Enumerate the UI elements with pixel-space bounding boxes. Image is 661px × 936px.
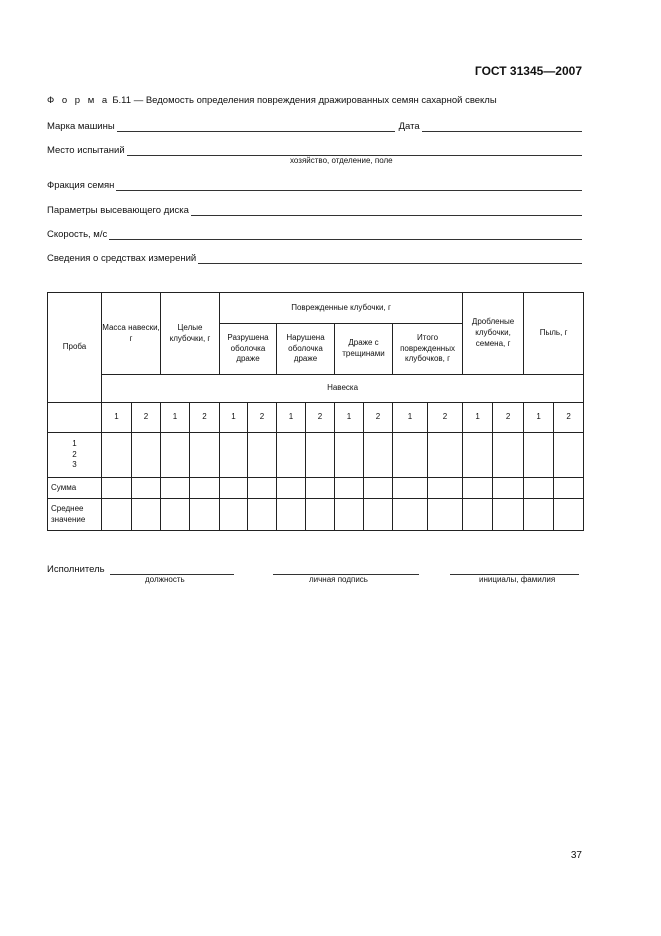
executor-label: Исполнитель bbox=[47, 564, 105, 575]
data-cell[interactable] bbox=[463, 478, 493, 499]
data-cell[interactable] bbox=[335, 499, 364, 531]
data-cell[interactable] bbox=[102, 499, 132, 531]
test-place-line[interactable] bbox=[127, 145, 582, 156]
sub-num: 2 bbox=[364, 403, 393, 433]
sub-num: 2 bbox=[554, 403, 584, 433]
data-cell[interactable] bbox=[102, 478, 132, 499]
data-cell[interactable] bbox=[493, 433, 524, 478]
sub-num: 1 bbox=[393, 403, 428, 433]
sample-number: 3 bbox=[72, 460, 77, 470]
data-cell[interactable] bbox=[463, 499, 493, 531]
data-cell[interactable] bbox=[524, 499, 554, 531]
test-place-hint: хозяйство, отделение, поле bbox=[290, 156, 393, 165]
field-disk-params bbox=[47, 202, 582, 216]
instruments-line[interactable] bbox=[198, 253, 582, 264]
data-cell[interactable] bbox=[428, 478, 463, 499]
data-cell[interactable] bbox=[132, 478, 161, 499]
field-seed-fraction bbox=[47, 177, 582, 191]
field-machine-brand bbox=[47, 118, 582, 132]
speed-line[interactable] bbox=[109, 229, 582, 240]
data-cell[interactable] bbox=[335, 478, 364, 499]
data-cell[interactable] bbox=[190, 499, 220, 531]
sub-num: 2 bbox=[493, 403, 524, 433]
data-cell[interactable] bbox=[220, 478, 248, 499]
table-row-sum bbox=[48, 478, 584, 499]
sub-num: 1 bbox=[161, 403, 190, 433]
data-cell[interactable] bbox=[161, 499, 190, 531]
data-cell[interactable] bbox=[220, 499, 248, 531]
sub-num: 1 bbox=[102, 403, 132, 433]
table-row-mean bbox=[48, 499, 584, 531]
col-destroyed-header: Разрушена оболочка драже bbox=[220, 324, 277, 375]
col-sample-header: Проба bbox=[48, 293, 102, 403]
data-cell[interactable] bbox=[393, 478, 428, 499]
data-cell[interactable] bbox=[248, 433, 277, 478]
col-crushed-header: Дробленые клубочки, семена, г bbox=[463, 293, 524, 375]
field-instruments bbox=[47, 250, 582, 264]
sample-numbers bbox=[48, 433, 102, 478]
sub-num: 2 bbox=[190, 403, 220, 433]
sample-number: 2 bbox=[72, 449, 77, 459]
sub-num: 1 bbox=[277, 403, 306, 433]
data-cell[interactable] bbox=[161, 433, 190, 478]
machine-brand-label: Марка машины bbox=[47, 121, 115, 132]
field-speed bbox=[47, 226, 582, 240]
sub-num: 2 bbox=[248, 403, 277, 433]
col-damaged-header: Поврежденные клубочки, г bbox=[220, 293, 463, 324]
data-cell[interactable] bbox=[524, 478, 554, 499]
sub-num: 1 bbox=[463, 403, 493, 433]
data-cell[interactable] bbox=[428, 499, 463, 531]
data-cell[interactable] bbox=[102, 433, 132, 478]
date-line[interactable] bbox=[422, 121, 582, 132]
sub-num: 1 bbox=[335, 403, 364, 433]
machine-brand-line[interactable] bbox=[117, 121, 395, 132]
data-cell[interactable] bbox=[428, 433, 463, 478]
table-row-samples bbox=[48, 433, 584, 478]
col-mass-header: Масса навески, г bbox=[102, 293, 161, 375]
data-cell[interactable] bbox=[306, 433, 335, 478]
sub-num: 2 bbox=[428, 403, 463, 433]
data-cell[interactable] bbox=[132, 499, 161, 531]
col-dust-header: Пыль, г bbox=[524, 293, 584, 375]
date-label: Дата bbox=[398, 121, 420, 132]
sub-num: 1 bbox=[524, 403, 554, 433]
sum-label: Сумма bbox=[48, 478, 102, 499]
data-cell[interactable] bbox=[335, 433, 364, 478]
data-cell[interactable] bbox=[463, 433, 493, 478]
form-prefix: Ф о р м а bbox=[47, 95, 110, 106]
position-caption: должность bbox=[145, 575, 185, 584]
mean-label: Среднее значение bbox=[48, 499, 102, 531]
data-cell[interactable] bbox=[493, 499, 524, 531]
data-cell[interactable] bbox=[364, 433, 393, 478]
speed-label: Скорость, м/с bbox=[47, 229, 108, 240]
data-cell[interactable] bbox=[364, 478, 393, 499]
initials-caption: инициалы, фамилия bbox=[479, 575, 556, 584]
data-cell[interactable] bbox=[277, 478, 306, 499]
data-cell[interactable] bbox=[277, 499, 306, 531]
data-cell[interactable] bbox=[306, 478, 335, 499]
signature-caption: личная подпись bbox=[309, 575, 368, 584]
data-cell[interactable] bbox=[190, 478, 220, 499]
standard-number: ГОСТ 31345—2007 bbox=[474, 64, 582, 78]
data-cell[interactable] bbox=[132, 433, 161, 478]
data-cell[interactable] bbox=[248, 478, 277, 499]
data-cell[interactable] bbox=[161, 478, 190, 499]
seed-fraction-line[interactable] bbox=[116, 180, 582, 191]
data-cell[interactable] bbox=[493, 478, 524, 499]
data-cell[interactable] bbox=[554, 499, 584, 531]
seed-fraction-label: Фракция семян bbox=[47, 180, 115, 191]
page-number: 37 bbox=[570, 850, 582, 861]
data-cell[interactable] bbox=[393, 433, 428, 478]
disk-params-label: Параметры высевающего диска bbox=[47, 205, 189, 216]
form-title-text: Б.11 — Ведомость определения повреждения дражированных семян сахарной свеклы bbox=[112, 95, 497, 106]
data-cell[interactable] bbox=[364, 499, 393, 531]
sub-num: 1 bbox=[220, 403, 248, 433]
data-cell[interactable] bbox=[524, 433, 554, 478]
col-whole-header: Целые клубочки, г bbox=[161, 293, 220, 375]
damage-table bbox=[47, 292, 584, 531]
disk-params-line[interactable] bbox=[191, 205, 582, 216]
weighing-header: Навеска bbox=[102, 375, 584, 403]
field-test-place bbox=[47, 142, 582, 156]
col-cracked-header: Драже с трещинами bbox=[335, 324, 393, 375]
empty-cell bbox=[48, 403, 102, 433]
data-cell[interactable] bbox=[393, 499, 428, 531]
form-title bbox=[47, 95, 497, 106]
data-cell[interactable] bbox=[277, 433, 306, 478]
test-place-label: Место испытаний bbox=[47, 145, 125, 156]
data-cell[interactable] bbox=[306, 499, 335, 531]
sub-num: 2 bbox=[306, 403, 335, 433]
data-cell[interactable] bbox=[220, 433, 248, 478]
instruments-label: Сведения о средствах измерений bbox=[47, 253, 197, 264]
sub-num: 2 bbox=[132, 403, 161, 433]
data-cell[interactable] bbox=[554, 433, 584, 478]
col-broken-header: Нарушена оболочка драже bbox=[277, 324, 335, 375]
data-cell[interactable] bbox=[554, 478, 584, 499]
data-cell[interactable] bbox=[190, 433, 220, 478]
data-cell[interactable] bbox=[248, 499, 277, 531]
col-total-header: Итого поврежденных клубочков, г bbox=[393, 324, 463, 375]
sample-number: 1 bbox=[72, 438, 77, 448]
